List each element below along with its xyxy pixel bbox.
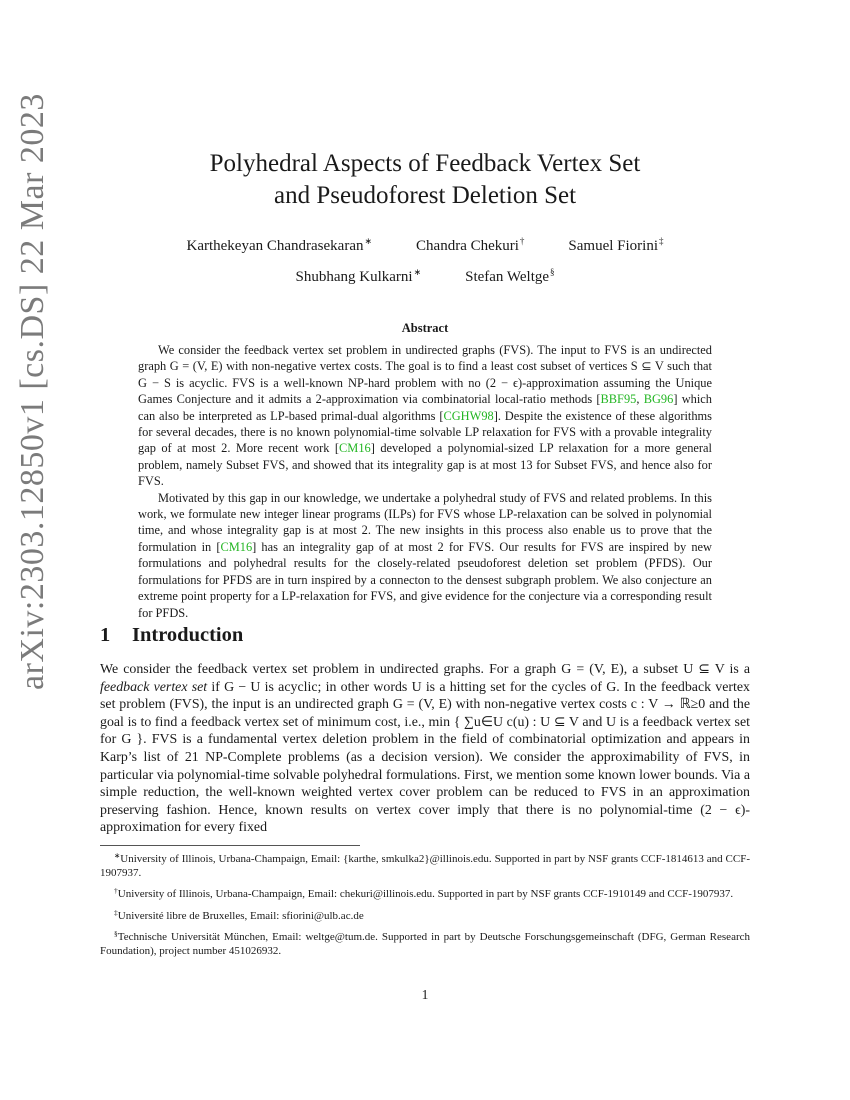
introduction-body — [100, 661, 750, 837]
abstract-body — [138, 342, 712, 621]
abstract-paragraph-1: We consider the feedback vertex set problem in undirected graphs (FVS). The input to FVS is an undirected graph G = (V, E) with non-negative vertex costs. The goal is to find a least cost subset of vertices S ⊆ V such that G − S is acyclic. FVS is a well-known NP-hard problem with no (2 − ϵ)-approximation assuming the Unique Games Conjecture and it admits a 2-approximation via combinatorial local-ratio methods [BBF95, BG96] which can also be interpreted as LP-based primal-dual algorithms [CGHW98]. Despite the existence of these algorithms for several decades, there is no known polynomial-time solvable LP relaxation for FVS with a provable integrality gap of at most 2. More recent work [CM16] developed a polynomial-sized LP relaxation for a more general problem, namely Subset FVS, and showed that its integrality gap is at most 13 for Subset FVS, and hence also for FVS. — [138, 343, 712, 489]
paper-title — [100, 148, 750, 212]
section-number: 1 — [100, 624, 111, 646]
citation-link[interactable]: BG96 — [643, 392, 674, 407]
author-list — [100, 228, 750, 290]
abstract-paragraph-2: Motivated by this gap in our knowledge, we undertake a polyhedral study of FVS and related problems. In this work, we formulate new integer linear programs (ILPs) for FVS whose LP-relaxation can be solved in polynomial time, and whose integrality gap is at most 2. The new insights in this process also enable us to prove that the formulation in [CM16] has an integrality gap of at most 2 for FVS. Our results for FVS are inspired by new formulations and polyhedral results for the closely-related pseudoforest deletion set problem (PFDS). Our formulations for PFDS are in turn inspired by a connecton to the densest subgraph problem. We also conjecture an extreme point property for a LP-relaxation for FVS, and give evidence for the conjecture via a corresponding result for PFDS. — [138, 490, 712, 620]
intro-paragraph: We consider the feedback vertex set problem in undirected graphs. For a graph G = (V, E), a subset U ⊆ V is a feedback vertex set if G − U is acyclic; in other words U is a hitting set for the cycles of G. In the feedback vertex set problem (FVS), the input is an undirected graph G = (V, E) with non-negative vertex costs c : V → ℝ≥0 and the goal is to find a feedback vertex set of minimum cost, i.e., min { ∑u∈U c(u) : U ⊆ V and U is a feedback vertex set for G }. FVS is a fundamental vertex deletion problem in the field of combinatorial optimization and appears in Karp’s list of 21 NP-Complete problems (as a decision version). We consider the approximability of FVS, in particular via polynomial-time solvable polyhedral formulations. First, we mention some known lower bounds. Via a simple reduction, the well-known weighted vertex cover problem can be reduced to FVS in an approximation preserving fashion. Hence, known results on vertex cover imply that there is no polynomial-time (2 − ϵ)-approximation for every fixed — [100, 662, 750, 836]
citation-link[interactable]: BBF95 — [600, 392, 637, 407]
author-row-1 — [100, 228, 750, 259]
footnote-3: ‡Université libre de Bruxelles, Email: sfiorini@ulb.ac.de — [114, 907, 364, 922]
citation-link[interactable]: CGHW98 — [443, 408, 494, 423]
section-title: Introduction — [132, 624, 244, 646]
footnote-4: §Technische Universität München, Email: weltge@tum.de. Supported in part by Deutsche Forschungsgemeinschaft (DFG, German Research Foundation), project number 451026932. — [100, 928, 750, 958]
footnote-1: ∗University of Illinois, Urbana-Champaign, Email: {karthe, smkulka2}@illinois.edu. Supported in part by NSF grants CCF-1814613 and CCF-1907937. — [100, 851, 750, 880]
footnote-mark[interactable]: ∗ — [364, 236, 373, 246]
author-kulkarni: Shubhang Kulkarni∗ — [295, 267, 422, 285]
footnote-rule — [100, 845, 360, 846]
footnote-mark[interactable]: ∗ — [413, 267, 422, 277]
author-chandrasekaran: Karthekeyan Chandrasekaran∗ — [186, 236, 373, 254]
footnote-mark[interactable]: § — [550, 267, 555, 277]
arxiv-identifier-stamp: arXiv:2303.12850v1 [cs.DS] 22 Mar 2023 — [14, 93, 51, 690]
footnote-2: †University of Illinois, Urbana-Champaign, Email: chekuri@illinois.edu. Supported in part by NSF grants CCF-1910149 and CCF-1907937. — [114, 886, 734, 901]
footnote-mark[interactable]: ‡ — [659, 236, 664, 246]
abstract-heading: Abstract — [401, 321, 449, 335]
title-line-1: Polyhedral Aspects of Feedback Vertex Set — [209, 150, 641, 177]
footnotes — [100, 849, 750, 962]
author-row-2 — [100, 259, 750, 290]
page-number: 1 — [421, 987, 429, 1002]
defined-term: feedback vertex set — [100, 679, 208, 695]
footnote-mark[interactable]: † — [519, 236, 525, 246]
author-weltge: Stefan Weltge§ — [465, 267, 555, 285]
author-chekuri: Chandra Chekuri† — [416, 236, 525, 254]
author-fiorini: Samuel Fiorini‡ — [568, 236, 664, 254]
citation-link[interactable]: CM16 — [339, 441, 371, 456]
citation-link[interactable]: CM16 — [220, 539, 253, 554]
title-line-2: and Pseudoforest Deletion Set — [273, 182, 577, 209]
section-heading-introduction — [100, 624, 243, 647]
